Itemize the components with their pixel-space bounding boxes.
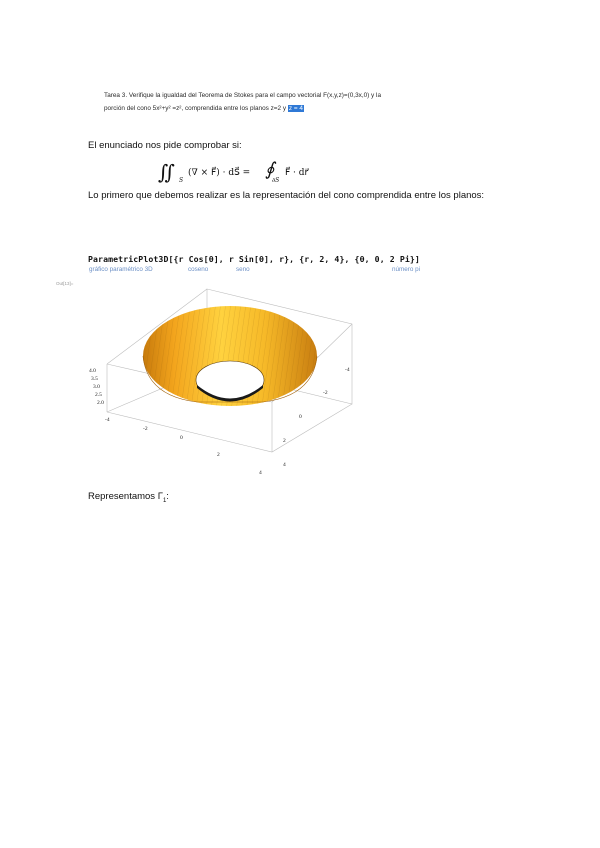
formula-lhs: (∇ × F⃗) · dS⃗ =: [188, 168, 251, 178]
represent-text: [88, 491, 169, 504]
formula-rhs: F⃗ · dr⃗: [285, 168, 309, 178]
annotation-sin: seno: [236, 266, 250, 273]
represent-colon: :: [166, 491, 169, 502]
lhs-subscript: S: [179, 177, 184, 184]
annotation-pi: número pi: [392, 266, 421, 273]
svg-text:2.5: 2.5: [95, 392, 102, 398]
contour-integral-symbol: ∮: [265, 159, 275, 180]
task-statement: [104, 89, 434, 115]
x-axis-ticks: [105, 417, 262, 476]
svg-text:2: 2: [283, 438, 286, 444]
svg-text:3.0: 3.0: [93, 384, 100, 390]
statement-text: El enunciado nos pide comprobar si:: [88, 140, 242, 151]
stokes-formula: [158, 159, 309, 192]
annotation-parametricplot3d: gráfico paramétrico 3D: [89, 266, 153, 273]
z-axis-ticks: [89, 368, 104, 406]
double-integral-symbol: ∬: [158, 160, 176, 184]
rhs-subscript: ∂S: [272, 177, 280, 184]
svg-text:-2: -2: [323, 390, 328, 396]
svg-text:4: 4: [259, 470, 262, 476]
cone-surface: [143, 306, 317, 406]
svg-text:0: 0: [299, 414, 302, 420]
svg-text:2.0: 2.0: [97, 400, 104, 406]
represent-label: Representamos Γ: [88, 491, 163, 502]
task-line-2: [104, 102, 434, 115]
svg-text:-2: -2: [143, 426, 148, 432]
task-line-2-text: porción del cono 5x²+y² =z², comprendida entre los planos z=2 y: [104, 105, 288, 112]
svg-text:0: 0: [180, 435, 183, 441]
svg-text:3.5: 3.5: [91, 376, 98, 382]
cone-3d-plot[interactable]: [87, 284, 365, 480]
intro-text: Lo primero que debemos realizar es la representación del cono comprendida entre los planos:: [88, 190, 485, 201]
task-line-1: Tarea 3. Verifique la igualdad del Teorema de Stokes para el campo vectorial F(x,y,z)=(0,3x,0) y la: [104, 92, 382, 99]
represent-subscript: 1: [162, 497, 167, 504]
svg-text:-4: -4: [105, 417, 110, 423]
svg-text:-4: -4: [345, 367, 350, 373]
svg-text:2: 2: [217, 452, 220, 458]
output-label: Out[13]=: [56, 281, 74, 286]
mathematica-input[interactable]: ParametricPlot3D[{r Cos[θ], r Sin[θ], r}, {r, 2, 4}, {θ, 0, 2 Pi}]: [88, 254, 420, 264]
svg-text:4: 4: [283, 462, 286, 468]
selected-text[interactable]: z = 4: [288, 105, 303, 112]
svg-text:4.0: 4.0: [89, 368, 96, 374]
annotation-cos: coseno: [188, 266, 209, 273]
